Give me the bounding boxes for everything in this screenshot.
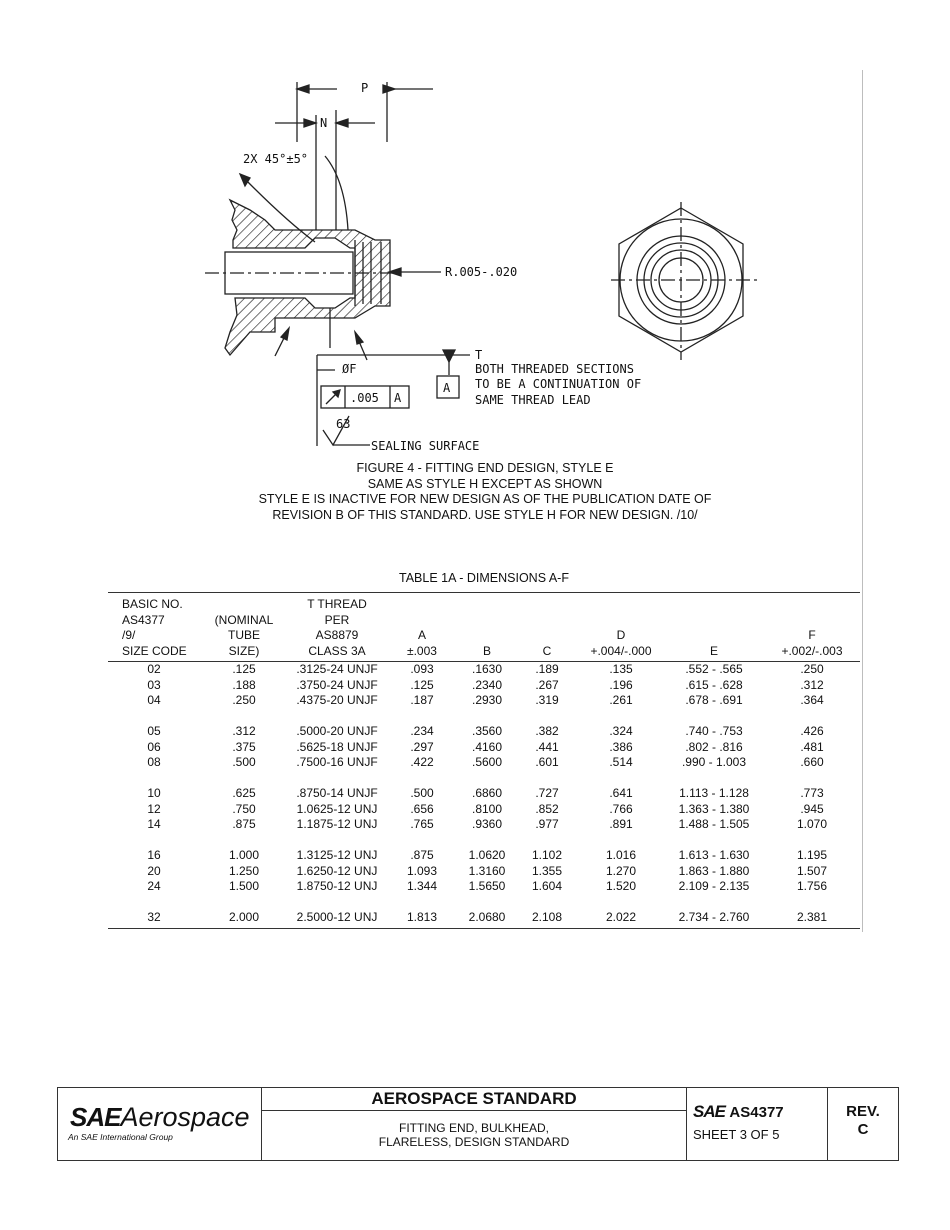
table-cell: 1.3125-12 UNJ [296,848,378,862]
table-cell: .852 [535,801,559,816]
header-basic-line: BASIC NO. [122,597,183,611]
fitting-end-figure [205,70,765,460]
subtitle-line-1: FITTING END, BULKHEAD, [398,1121,550,1135]
table-cell: 1.520 [605,879,637,893]
sheet-number: SHEET 3 OF 5 [693,1127,780,1142]
table-cell: 2.108 [516,910,578,928]
table-cell: 1.195 [796,848,828,862]
table-cell: .426 [800,724,824,738]
thread-note-line1: BOTH THREADED SECTIONS [475,362,634,376]
table-cell: 2.734 - 2.760 [664,910,764,928]
table-cell: .8100 [471,801,503,816]
table-cell: .386 [609,739,633,754]
table-cell: .615 - .628 [685,677,743,692]
header-a [386,593,458,662]
phi-f-label: ØF [342,362,357,376]
runout-tolerance-value: .005 [350,391,379,405]
table-cell: 14 [147,817,161,831]
caption-line-1: FIGURE 4 - FITTING END DESIGN, STYLE E [356,461,614,475]
table-cell: .625 [232,786,256,800]
table-cell: .891 [609,817,633,831]
table-cell: 04 [147,693,161,707]
table-cell: 1.016 [605,848,637,862]
header-d-line: +.004/-.000 [590,643,652,658]
table-cell: 2.109 - 2.135 [678,879,750,893]
table-cell: 1.363 - 1.380 [678,801,750,816]
header-basic-line: AS4377 [122,612,165,627]
revision-value: C [857,1121,869,1138]
table-row [108,910,860,928]
table-cell: 1.500 [228,879,260,893]
table-cell: 05 [147,724,161,738]
table-cell: .6860 [471,786,503,800]
table-cell: .234 [410,724,434,738]
dim-n-label: N [320,116,328,130]
table-cell: .945 [800,801,824,816]
table-cell: .364 [800,693,824,707]
table-cell: .660 [800,755,824,769]
header-e [664,593,764,662]
header-e-line: E [709,643,718,658]
page-margin-line [862,70,863,932]
table-cell: 2.022 [578,910,664,928]
header-d [578,593,664,662]
table-cell: .514 [609,755,633,769]
header-nominal-line: TUBE [227,628,260,642]
table-cell: 1.102 [531,848,563,862]
table-cell: 20 [147,863,161,878]
table-cell: 1.3160 [468,863,506,878]
table-cell: 2.381 [764,910,860,928]
document-number-cell [687,1088,828,1160]
logo-sae-text: SAE [70,1102,121,1132]
table-cell: .7500-16 UNJF [296,755,378,769]
table-cell: .4375-20 UNJF [296,693,378,707]
table-cell: 1.093 [406,863,438,878]
datum-box-label: A [443,381,451,395]
table-cell: .601 [535,755,559,769]
table-row [108,755,860,771]
header-basic-line: /9/ [122,628,136,642]
table-row [108,693,860,709]
table-cell: .750 [232,801,256,816]
revision-label: REV. [846,1103,880,1120]
table-cell: .250 [800,662,824,676]
title-block [57,1087,899,1161]
table-cell: .977 [535,817,559,831]
table-cell: 1.000 [228,848,260,862]
table-cell: 1.813 [386,910,458,928]
table-cell: .990 - 1.003 [681,755,747,769]
thread-note-line3: SAME THREAD LEAD [475,393,591,407]
document-number: AS4377 [729,1104,784,1121]
table-cell: .3125-24 UNJF [296,662,378,676]
header-a-line: ±.003 [407,643,437,658]
table-cell: .875 [232,817,256,831]
table-cell: .5000-20 UNJF [296,724,378,738]
table-cell: .125 [232,662,256,676]
table-cell: .135 [609,662,633,676]
table-cell: .312 [232,724,256,738]
subtitle-line-2: FLARELESS, DESIGN STANDARD [378,1135,570,1149]
header-basic-no [108,593,200,662]
dim-p-label: P [361,81,369,95]
table-cell: 1.8750-12 UNJ [296,879,378,893]
table-cell: .802 - .816 [685,739,743,754]
header-thread-line: CLASS 3A [308,643,366,658]
table-row [108,740,860,756]
table-cell: 2.0680 [458,910,516,928]
table-cell: 1.1875-12 UNJ [296,817,378,831]
table-cell: 1.5650 [468,879,506,893]
table-cell: 1.863 - 1.880 [678,863,750,878]
table-cell: 32 [108,910,200,928]
thread-note-line2: TO BE A CONTINUATION OF [475,377,642,391]
doc-prefix-logo: SAE [693,1102,725,1121]
table-cell: .2340 [471,677,503,692]
table-cell: .382 [535,724,559,738]
table-row [108,662,860,678]
table-cell: .297 [410,739,434,754]
table-cell: .9360 [471,817,503,831]
table-cell: 1.250 [228,863,260,878]
table-cell: .773 [800,786,824,800]
table-cell: .189 [535,662,559,676]
table-cell: 2.5000-12 UNJ [288,910,386,928]
table-row [108,817,860,833]
table-row [108,848,860,864]
logo-aerospace-text: Aerospace [120,1102,250,1132]
runout-datum-ref: A [394,391,402,405]
table-cell: 02 [147,662,161,676]
table-cell: .250 [232,693,256,707]
table-row [108,802,860,818]
table-cell: 06 [147,739,161,754]
table-cell: .2930 [471,693,503,707]
header-nominal-line: (NOMINAL [214,612,274,627]
table-cell: .319 [535,693,559,707]
table-cell: .740 - .753 [685,724,743,738]
title-block-description [262,1088,687,1160]
table-cell: .8750-14 UNJF [296,786,378,800]
table-cell: 1.270 [605,863,637,878]
table-row [108,864,860,880]
table-cell: .1630 [471,662,503,676]
chamfer-label: 2X 45°±5° [243,152,309,166]
group-spacer [108,833,860,849]
header-c [516,593,578,662]
dimensions-table [108,592,860,929]
table-cell: 1.355 [531,863,563,878]
header-thread-line: T THREAD [307,597,367,611]
table-cell: .5625-18 UNJF [296,739,378,754]
table-cell: 1.6250-12 UNJ [296,863,378,878]
table-cell: .125 [410,677,434,692]
header-nominal-line: SIZE) [228,643,260,658]
table-cell: 16 [147,848,161,862]
datum-t-label: T [475,348,483,362]
table-cell: .3750-24 UNJF [296,677,378,692]
table-header-row [108,593,860,662]
table-cell: .727 [535,786,559,800]
caption-line-4: REVISION B OF THIS STANDARD. USE STYLE H FOR NEW DESIGN. /10/ [272,507,698,522]
group-spacer [108,709,860,725]
table-cell: .875 [410,848,434,862]
surface-finish-value: 63 [336,417,351,431]
table-cell: .196 [609,677,633,692]
table-cell: 24 [147,879,161,893]
table-cell: .552 - .565 [685,662,743,676]
table-row [108,678,860,694]
table-cell: .267 [535,677,559,692]
table-row [108,724,860,740]
header-f-line: F [808,628,816,642]
table-cell: .441 [535,739,559,754]
caption-line-3: STYLE E IS INACTIVE FOR NEW DESIGN AS OF THE PUBLICATION DATE OF [258,492,712,506]
table-row [108,786,860,802]
table-cell: .4160 [471,739,503,754]
header-basic-line: SIZE CODE [122,643,187,658]
header-nominal [200,593,288,662]
table-cell: 03 [147,677,161,692]
table-cell: 2.000 [200,910,288,928]
header-a-line: A [417,628,426,642]
table-body [108,662,860,929]
table-cell: 12 [147,801,161,816]
table-cell: .500 [232,755,256,769]
sealing-surface-label: SEALING SURFACE [371,439,480,453]
radius-label: R.005-.020 [445,265,518,279]
header-thread [288,593,386,662]
table-cell: 1.613 - 1.630 [678,848,750,862]
table-cell: 1.756 [796,879,828,893]
table-cell: .766 [609,801,633,816]
header-thread-line: PER [324,612,350,627]
header-f [764,593,860,662]
group-spacer [108,771,860,787]
table-cell: .678 - .691 [685,693,743,707]
caption-line-2: SAME AS STYLE H EXCEPT AS SHOWN [367,476,603,491]
table-cell: .481 [800,739,824,754]
table-cell: .187 [410,693,434,707]
table-cell: .375 [232,739,256,754]
logo-tagline: An SAE International Group [68,1132,173,1142]
table-cell: 08 [147,755,161,769]
revision-cell [828,1088,898,1160]
table-cell: .3560 [471,724,503,738]
table-cell: 1.113 - 1.128 [679,786,749,800]
table-cell: 1.0625-12 UNJ [296,801,378,816]
table-cell: 1.488 - 1.505 [678,817,750,831]
table-cell: .5600 [471,755,503,769]
table-cell: .765 [410,817,434,831]
header-c-line: C [542,643,552,658]
header-thread-line: AS8879 [315,628,359,642]
header-d-line: D [616,628,626,642]
table-cell: .324 [609,724,633,738]
table-cell: .500 [410,786,434,800]
table-cell: .312 [800,677,824,692]
table-cell: .422 [410,755,434,769]
header-f-line: +.002/-.003 [781,643,843,658]
header-b [458,593,516,662]
table-cell: 1.507 [796,863,828,878]
table-cell: 10 [147,786,161,800]
figure-caption [180,461,790,523]
table-cell: .093 [410,662,434,676]
table-row [108,879,860,895]
sae-aerospace-logo [58,1088,262,1160]
table-cell: .188 [232,677,256,692]
table-cell: 1.070 [796,817,828,831]
group-spacer [108,895,860,911]
table-cell: 1.604 [531,879,563,893]
table-cell: .261 [609,693,633,707]
standard-title: AEROSPACE STANDARD [262,1088,686,1111]
table-cell: .656 [410,801,434,816]
table-cell: 1.0620 [468,848,506,862]
table-cell: .641 [609,786,633,800]
table-title: TABLE 1A - DIMENSIONS A-F [399,571,569,585]
table-cell: 1.344 [406,879,438,893]
header-b-line: B [482,643,491,658]
